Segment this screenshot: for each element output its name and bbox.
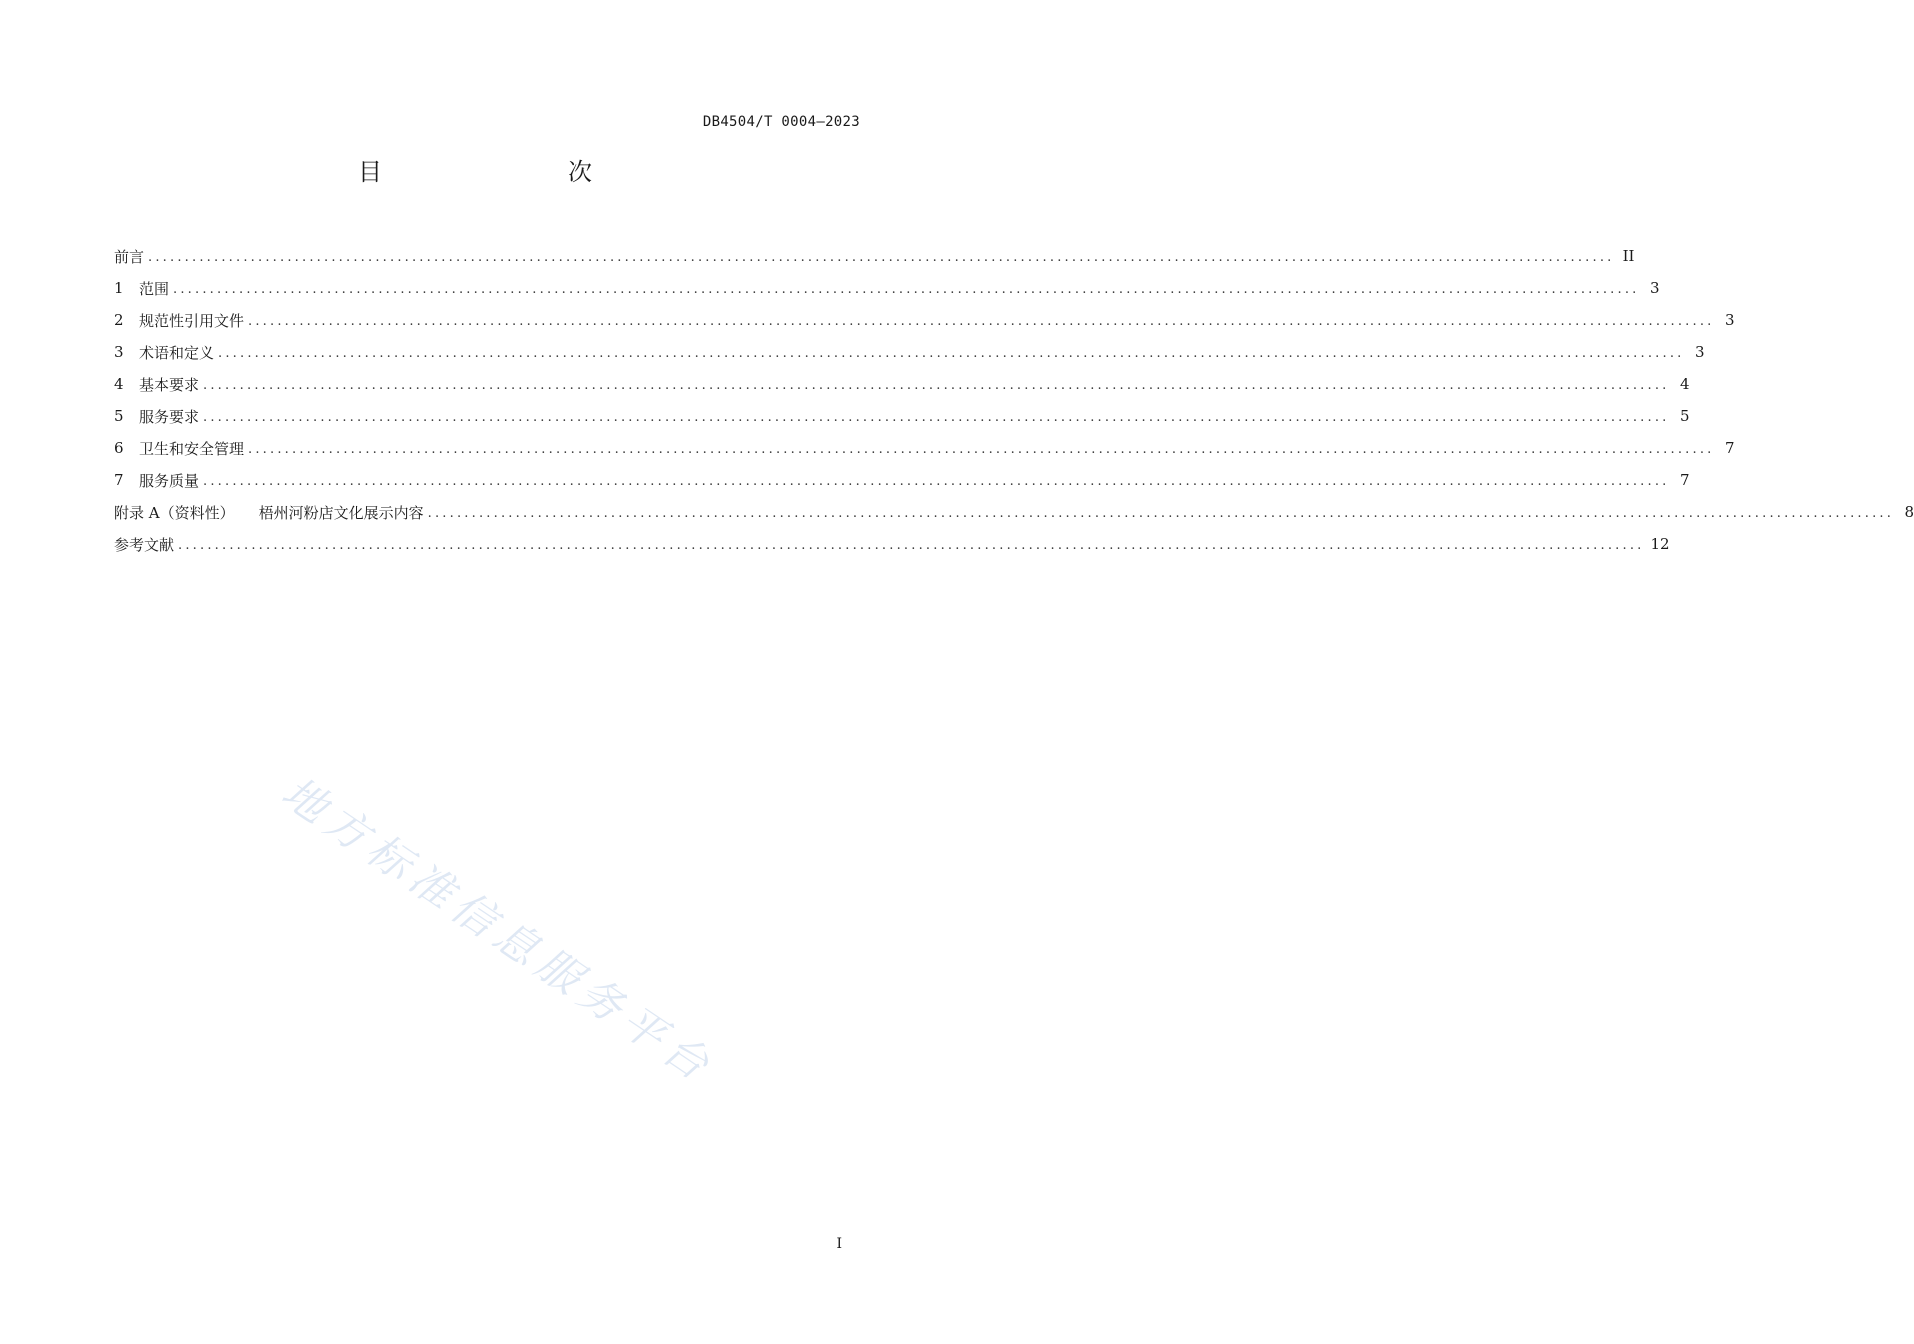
toc-entry-label: 范围 (139, 279, 170, 298)
toc-entry-number: 2 (114, 311, 124, 329)
toc-entry-label: 卫生和安全管理 (139, 439, 245, 458)
toc-entry-number: 5 (114, 407, 124, 425)
toc-entry-normative-references[interactable] (114, 304, 1735, 336)
toc-appendix-title: 梧州河粉店文化展示内容 (258, 503, 424, 522)
toc-entry-service-quality[interactable] (114, 464, 1690, 496)
toc-entry-page: 4 (1679, 375, 1690, 393)
toc-entry-number: 1 (114, 279, 124, 297)
page-title: 目 次 (358, 158, 638, 186)
toc-leader-dots: ........................................................................................................................................................................................................ (218, 345, 1685, 361)
toc-entry-foreword[interactable] (114, 240, 1635, 272)
toc-leader-dots: ........................................................................................................................................................................................................ (203, 409, 1670, 425)
toc-appendix-label: 附录 A（资料性） (114, 503, 235, 522)
toc-leader-dots: ........................................................................................................................................................................................................ (203, 473, 1670, 489)
toc-entry-bibliography[interactable] (114, 528, 1670, 560)
toc-entry-label: 参考文献 (114, 535, 175, 554)
toc-entry-label: 服务要求 (139, 407, 200, 426)
toc-entry-label: 前言 (114, 247, 145, 266)
toc-leader-dots: ........................................................................................................................................................................................................ (173, 281, 1640, 297)
toc-entry-label: 规范性引用文件 (139, 311, 245, 330)
toc-entry-number: 6 (114, 439, 124, 457)
toc-entry-page: 12 (1650, 535, 1670, 553)
page-number: I (836, 1236, 842, 1252)
toc-entry-number: 4 (114, 375, 124, 393)
toc-entry-page: 7 (1679, 471, 1690, 489)
toc-leader-dots: ........................................................................................................................................................................................................ (178, 537, 1645, 553)
document-code: DB4504/T 0004—2023 (702, 114, 860, 130)
toc-entry-page: II (1622, 247, 1635, 265)
toc-entry-page: 3 (1724, 311, 1735, 329)
toc-leader-dots: ........................................................................................................................................................................................................ (248, 441, 1715, 457)
toc-entry-service-requirements[interactable] (114, 400, 1690, 432)
toc-leader-dots: ........................................................................................................................................................................................................ (148, 249, 1615, 265)
toc-leader-dots: ........................................................................................................................................................................................................ (203, 377, 1670, 393)
toc-entry-page: 8 (1904, 503, 1914, 521)
toc-entry-terms-definitions[interactable] (114, 336, 1705, 368)
table-of-contents (114, 240, 1914, 560)
toc-entry-page: 3 (1694, 343, 1705, 361)
toc-leader-dots: ........................................................................................................................................................................................................ (427, 505, 1895, 521)
toc-entry-scope[interactable] (114, 272, 1660, 304)
toc-entry-number: 7 (114, 471, 124, 489)
toc-entry-label: 基本要求 (139, 375, 200, 394)
toc-entry-label: 服务质量 (139, 471, 200, 490)
toc-entry-page: 5 (1679, 407, 1690, 425)
toc-entry-label: 术语和定义 (139, 343, 215, 362)
toc-entry-number: 3 (114, 343, 124, 361)
watermark: 地方标准信息服务平台 (272, 767, 724, 1095)
toc-entry-label (114, 502, 424, 523)
toc-entry-appendix-a[interactable] (114, 496, 1914, 528)
toc-entry-basic-requirements[interactable] (114, 368, 1690, 400)
toc-entry-hygiene-safety[interactable] (114, 432, 1735, 464)
toc-entry-page: 3 (1649, 279, 1660, 297)
toc-leader-dots: ........................................................................................................................................................................................................ (248, 313, 1715, 329)
toc-entry-page: 7 (1724, 439, 1735, 457)
